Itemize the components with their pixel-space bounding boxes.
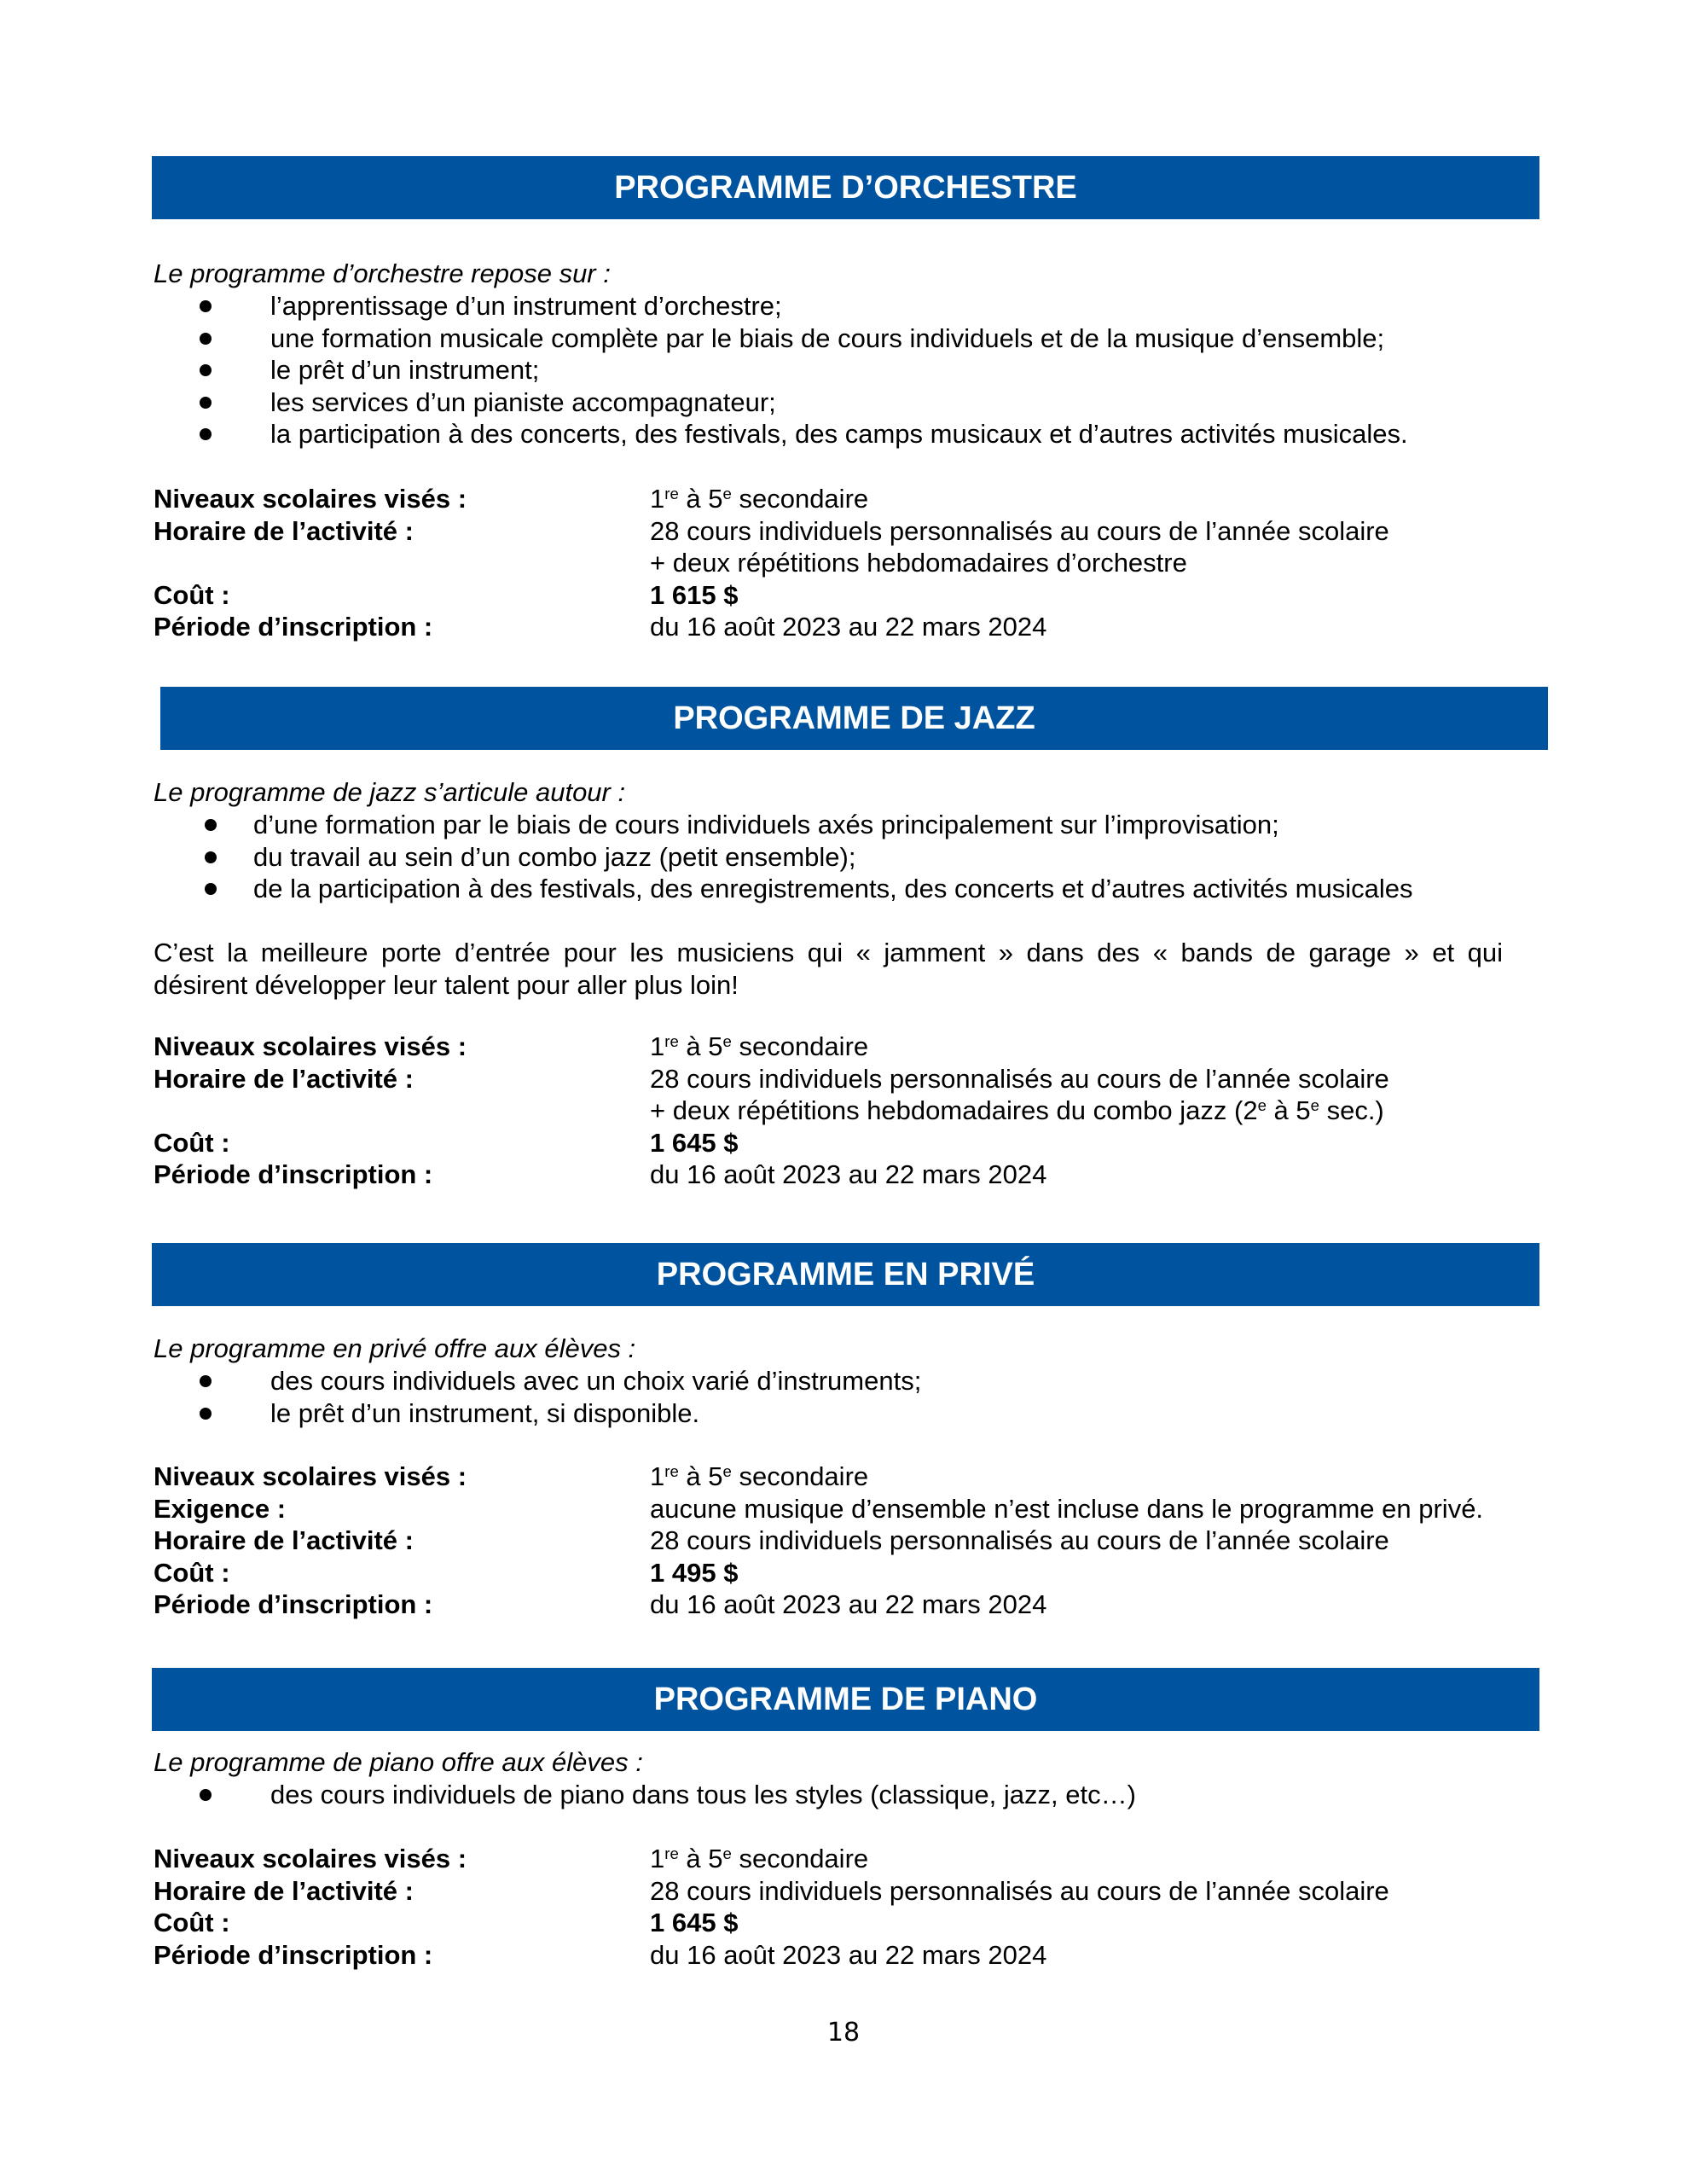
bullet-icon [200, 300, 212, 312]
detail-value: 28 cours individuels personnalisés au cours de l’année scolaire [650, 515, 1389, 546]
price-value: 1 645 $ [650, 1127, 739, 1158]
list-item: d’une formation par le biais de cours individuels axés principalement sur l’improvisation; [154, 809, 1413, 841]
page-number: 18 [826, 2018, 861, 2048]
detail-label: Niveaux scolaires visés : [154, 1844, 467, 1873]
detail-value: + deux répétitions hebdomadaires d’orchestre [650, 548, 1187, 578]
detail-label: Coût : [154, 1127, 230, 1158]
list-item: des cours individuels avec un choix varié d’instruments; [154, 1365, 921, 1397]
section-header-jazz [160, 687, 1548, 750]
section-header-prive [152, 1243, 1539, 1306]
detail-value: 1re à 5e secondaire [650, 1031, 869, 1061]
section-intro: Le programme de piano offre aux élèves : [154, 1747, 643, 1777]
list-item: du travail au sein d’un combo jazz (petit ensemble); [154, 841, 1413, 874]
section-title: PROGRAMME DE PIANO [653, 1681, 1038, 1717]
detail-label: Période d’inscription : [154, 612, 433, 642]
list-item: le prêt d’un instrument; [154, 354, 1408, 386]
detail-value: 28 cours individuels personnalisés au cours de l’année scolaire [650, 1063, 1389, 1094]
bullet-icon [205, 883, 217, 895]
detail-value: du 16 août 2023 au 22 mars 2024 [650, 1939, 1047, 1970]
detail-value: 1re à 5e secondaire [650, 484, 869, 514]
price-value: 1 495 $ [650, 1557, 739, 1588]
bullet-icon [200, 428, 212, 440]
section-intro: Le programme de jazz s’articule autour : [154, 777, 626, 807]
detail-value: 1re à 5e secondaire [650, 1844, 869, 1873]
detail-label: Exigence : [154, 1493, 287, 1524]
detail-value: du 16 août 2023 au 22 mars 2024 [650, 1589, 1047, 1620]
section-title: PROGRAMME DE JAZZ [673, 700, 1035, 736]
section-title: PROGRAMME EN PRIVÉ [656, 1256, 1035, 1292]
bullet-list [154, 290, 1408, 450]
bullet-list [154, 1365, 921, 1429]
list-item: des cours individuels de piano dans tous les styles (classique, jazz, etc…) [154, 1779, 1136, 1811]
detail-label: Coût : [154, 1557, 230, 1588]
section-intro: Le programme d’orchestre repose sur : [154, 258, 611, 288]
bullet-icon [205, 851, 217, 863]
section-header-orchestre [152, 156, 1539, 219]
detail-label: Période d’inscription : [154, 1939, 433, 1970]
detail-value: 28 cours individuels personnalisés au cours de l’année scolaire [650, 1875, 1389, 1906]
bullet-icon [200, 1375, 212, 1387]
bullet-icon [200, 397, 212, 409]
bullet-icon [200, 1789, 212, 1801]
detail-label: Horaire de l’activité : [154, 515, 414, 546]
detail-label: Période d’inscription : [154, 1589, 433, 1620]
detail-value: du 16 août 2023 au 22 mars 2024 [650, 612, 1047, 642]
detail-label: Coût : [154, 579, 230, 610]
price-value: 1 615 $ [650, 579, 739, 610]
detail-label: Horaire de l’activité : [154, 1875, 414, 1906]
bullet-list [154, 809, 1413, 905]
list-item: de la participation à des festivals, des enregistrements, des concerts et d’autres activités musicales [154, 873, 1413, 905]
detail-value: du 16 août 2023 au 22 mars 2024 [650, 1159, 1047, 1190]
detail-value: aucune musique d’ensemble n’est incluse dans le programme en privé. [650, 1493, 1484, 1524]
detail-label: Coût : [154, 1908, 230, 1938]
bullet-icon [200, 364, 212, 376]
detail-value: 1re à 5e secondaire [650, 1461, 869, 1491]
detail-value: + deux répétitions hebdomadaires du combo jazz (2e à 5e sec.) [650, 1095, 1384, 1126]
section-title: PROGRAMME D’ORCHESTRE [614, 169, 1077, 206]
detail-label: Horaire de l’activité : [154, 1525, 414, 1556]
detail-value: 28 cours individuels personnalisés au cours de l’année scolaire [650, 1525, 1389, 1556]
list-item: une formation musicale complète par le biais de cours individuels et de la musique d’ensemble; [154, 322, 1408, 355]
detail-label: Niveaux scolaires visés : [154, 484, 467, 514]
detail-label: Période d’inscription : [154, 1159, 433, 1190]
section-intro: Le programme en privé offre aux élèves : [154, 1333, 636, 1363]
price-value: 1 645 $ [650, 1908, 739, 1938]
list-item: le prêt d’un instrument, si disponible. [154, 1397, 921, 1430]
section-header-piano [152, 1668, 1539, 1731]
bullet-list [154, 1779, 1136, 1811]
bullet-icon [200, 1408, 212, 1420]
detail-label: Horaire de l’activité : [154, 1063, 414, 1094]
bullet-icon [200, 333, 212, 345]
list-item: les services d’un pianiste accompagnateur; [154, 386, 1408, 419]
bullet-icon [205, 819, 217, 831]
list-item: l’apprentissage d’un instrument d’orchestre; [154, 290, 1408, 322]
detail-label: Niveaux scolaires visés : [154, 1461, 467, 1491]
detail-label: Niveaux scolaires visés : [154, 1031, 467, 1061]
list-item: la participation à des concerts, des festivals, des camps musicaux et d’autres activités musicales. [154, 418, 1408, 450]
section-paragraph: C’est la meilleure porte d’entrée pour les musiciens qui « jamment » dans des « bands de garage » et qui désirent développer leur talent pour aller plus loin! [154, 938, 1503, 1000]
